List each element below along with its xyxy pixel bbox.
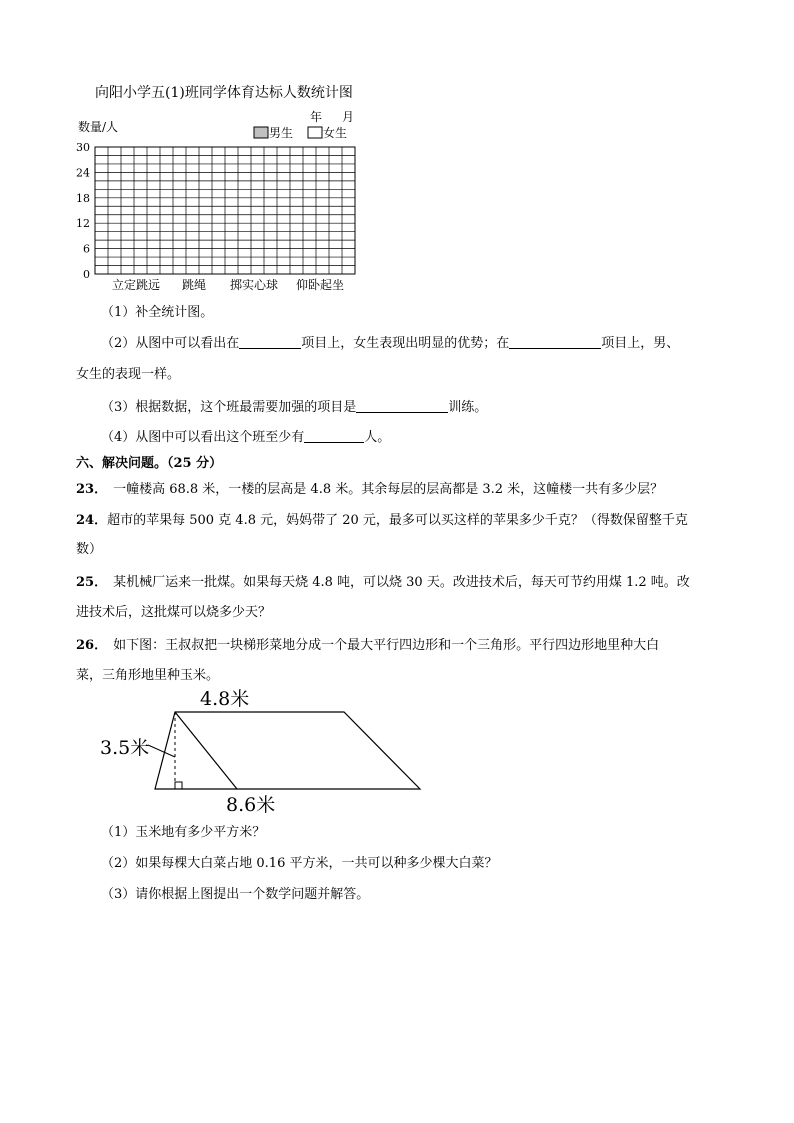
answer-blank-q2-1[interactable] [239,334,301,349]
problem-number: 23． [76,482,108,497]
subquestion-1: （1）玉米地有多少平方米？ [101,825,266,840]
bar-chart [0,100,794,400]
question-3 [101,396,487,415]
height-label-leader [148,745,175,757]
x-category-label: 立定跳远 [111,278,161,292]
problem-25 [76,571,690,590]
right-angle-mark [175,782,182,789]
question-4 [101,426,390,445]
question-4-part-a: （4）从图中可以看出这个班至少有 [101,430,305,445]
problem-text: 一幢楼高 68.8 米，一楼的层高是 4.8 米。其余每层的层高都是 3.2 米，这幢楼一共有多少层？ [113,482,664,497]
problem-number: 25． [76,575,108,590]
y-tick-label: 6 [83,242,90,256]
trapezoid-figure [100,685,460,825]
problem-26-cont: 菜，三角形地里种玉米。 [76,668,220,683]
date-month-label: 月 [342,110,355,124]
chart-title: 向阳小学五(1)班同学体育达标人数统计图 [95,85,353,101]
question-2-line1 [101,332,679,351]
subquestion-2: （2）如果每棵大白菜占地 0.16 平方米，一共可以种多少棵大白菜？ [101,856,498,871]
top-base-label: 4.8米 [200,688,250,710]
subquestion-3: （3）请你根据上图提出一个数学问题并解答。 [101,887,370,902]
answer-blank-q2-2[interactable] [509,334,601,349]
y-tick-label: 18 [76,191,90,205]
question-3-part-a: （3）根据数据，这个班最需要加强的项目是 [101,400,357,415]
problem-number: 24． [76,513,108,528]
y-tick-label: 12 [76,217,90,231]
x-category-label: 跳绳 [181,278,207,292]
trapezoid-outline [155,712,420,789]
bottom-base-label: 8.6米 [226,794,276,816]
question-2-part-c: 项目上，男、 [601,336,680,351]
legend-swatch [308,127,322,138]
x-category-label: 掷实心球 [229,278,279,292]
problem-number: 26． [76,638,108,653]
problem-24-cont: 数） [76,542,103,557]
legend-label: 男生 [269,126,294,140]
parallelogram-divider [175,712,237,789]
answer-blank-q3[interactable] [356,398,448,413]
problem-text: 如下图：王叔叔把一块梯形菜地分成一个最大平行四边形和一个三角形。平行四边形地里种大白 [113,638,660,653]
question-1: （1）补全统计图。 [101,305,214,320]
height-label: 3.5米 [100,737,150,759]
y-tick-label: 0 [83,268,90,281]
legend-swatch [254,127,268,138]
answer-blank-q4[interactable] [304,428,364,443]
problem-23 [76,478,663,497]
problem-26 [76,634,659,653]
problem-text: 某机械厂运来一批煤。如果每天烧 4.8 吨，可以烧 30 天。改进技术后，每天可节约用煤 1.2 吨。改 [113,575,690,590]
y-axis-label: 数量/人 [78,120,119,134]
legend-label: 女生 [323,126,348,140]
y-tick-label: 30 [76,141,90,154]
question-3-part-b: 训练。 [448,400,488,415]
y-tick-label: 24 [76,166,90,180]
question-2-part-a: （2）从图中可以看出在 [101,336,240,351]
problem-24 [76,509,688,528]
question-2-part-b: 项目上，女生表现出明显的优势；在 [301,336,510,351]
problem-25-cont: 进技术后，这批煤可以烧多少天？ [76,605,272,620]
question-2-line2: 女生的表现一样。 [76,367,181,382]
question-4-part-b: 人。 [364,430,391,445]
problem-text: 超市的苹果每 500 克 4.8 元，妈妈带了 20 元，最多可以买这样的苹果多少千克？（得数保留整千克 [107,513,688,528]
date-year-label: 年 [310,110,323,124]
x-category-label: 仰卧起坐 [295,278,345,292]
section-heading: 六、解决问题。（25 分） [76,456,223,471]
